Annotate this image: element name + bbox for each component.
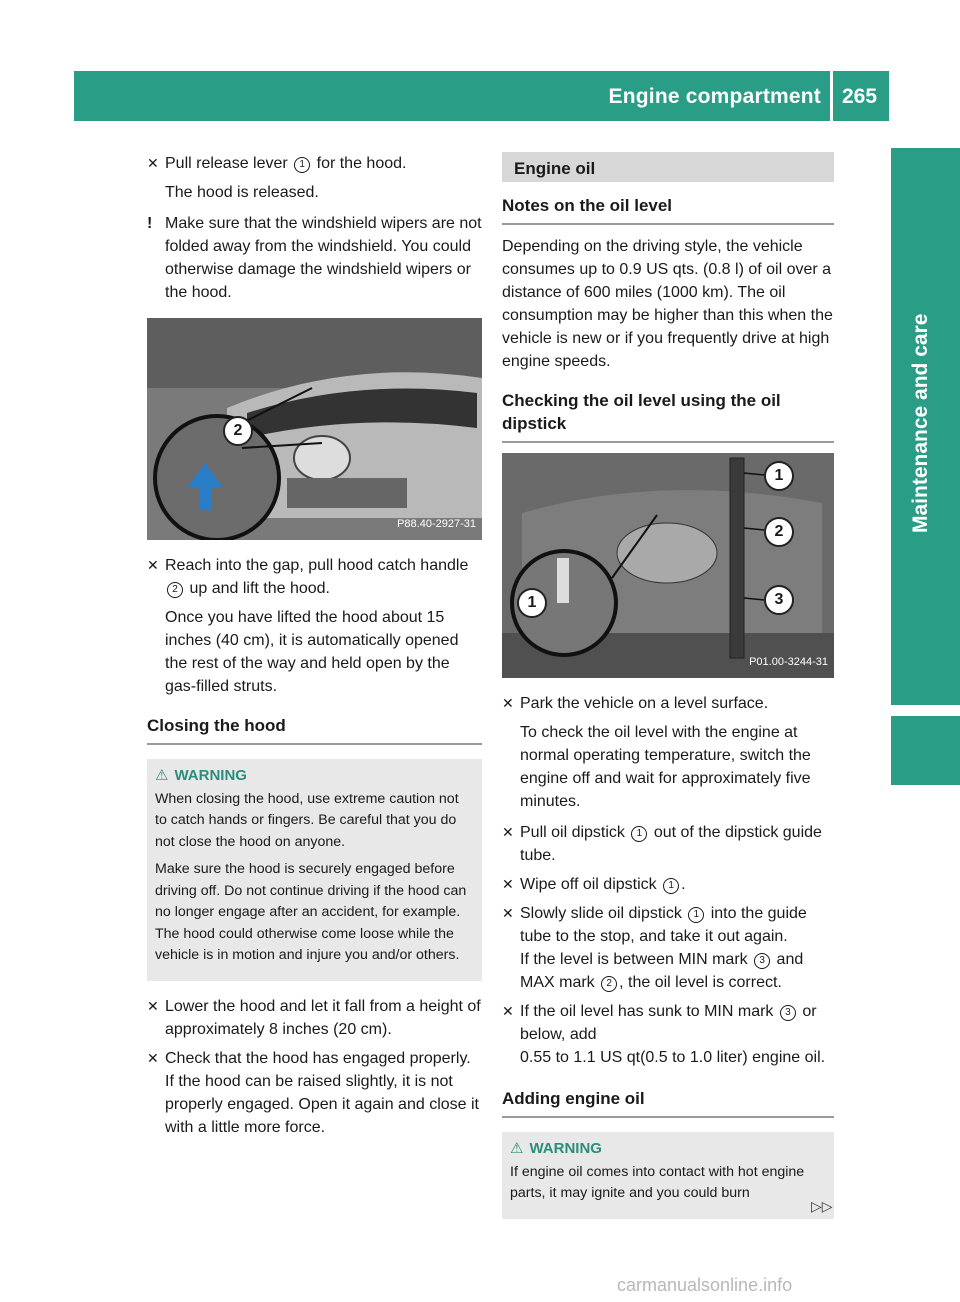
step-check-hood: ✕ Check that the hood has engaged properly. If the hood can be raised slightly, it is not properly engaged. Open it again and close it with a little more force. xyxy=(147,1047,482,1139)
callout-number: 3 xyxy=(780,1005,796,1021)
step-marker-icon: ✕ xyxy=(147,997,159,1014)
header-divider xyxy=(830,71,833,121)
heading-check-oil: Checking the oil level using the oil dipstick xyxy=(502,389,834,443)
step-add-oil: ✕ If the oil level has sunk to MIN mark 3 or below, add 0.55 to 1.1 US qt(0.5 to 1.0 liter) engine oil. xyxy=(502,1000,834,1069)
page-number: 265 xyxy=(842,85,878,108)
step-marker-icon: ✕ xyxy=(502,824,514,840)
figure-code: P88.40-2927-31 xyxy=(397,518,476,530)
warning-text: Make sure the hood is securely engaged before driving off. Do not continue driving if the hood can no longer engage after an accident, for example. The hood could otherwise come loose while the vehicle is in motion and injure you and/or others. xyxy=(155,861,467,963)
notes-paragraph: Depending on the driving style, the vehicle consumes up to 0.9 US qts. (0.8 l) of oil over a distance of 600 miles (1000 km). The oil consumption may be higher than this when the vehicle is new or if you frequently drive at high engine speeds. xyxy=(502,238,833,370)
callout-number: 1 xyxy=(294,157,310,173)
page-title: Engine compartment xyxy=(608,85,821,108)
step-marker-icon: ✕ xyxy=(147,557,159,573)
callout-number: 2 xyxy=(601,976,617,992)
chapter-tab-label: Maintenance and care xyxy=(909,313,932,533)
warning-heading: ⚠ WARNING xyxy=(155,765,472,787)
step-marker-icon: ✕ xyxy=(502,905,514,921)
right-column xyxy=(502,152,834,1219)
step-wipe-dipstick: ✕ Wipe off oil dipstick 1 . xyxy=(502,873,834,896)
step-lower-hood: ✕ Lower the hood and let it fall from a height of approximately 8 inches (20 cm). xyxy=(147,995,482,1041)
warning-box xyxy=(502,1132,834,1219)
step-marker-icon: ✕ xyxy=(147,155,159,171)
callout-1: 1 xyxy=(764,461,794,491)
heading-adding-oil: Adding engine oil xyxy=(502,1087,834,1118)
callout-1-detail: 1 xyxy=(517,588,547,618)
warning-heading: ⚠ WARNING xyxy=(510,1138,824,1160)
warning-triangle-icon: ⚠ xyxy=(510,1140,524,1157)
caution-note: ! Make sure that the windshield wipers are not folded away from the windshield. You could otherwise damage the windshield wipers or the hood. xyxy=(147,212,482,304)
callout-2: 2 xyxy=(223,416,253,446)
warning-box xyxy=(147,759,482,981)
figure-hood-release xyxy=(147,318,482,540)
heading-notes-oil-level: Notes on the oil level xyxy=(502,194,834,225)
callout-number: 1 xyxy=(631,826,647,842)
continued-arrows-icon: ▷▷ xyxy=(811,1198,833,1214)
step-result: Once you have lifted the hood about 15 inches (40 cm), it is automatically opened the rest of the way and held open by the gas-filled struts. xyxy=(165,609,459,695)
chapter-tab xyxy=(891,148,960,705)
callout-number: 2 xyxy=(167,582,183,598)
left-column xyxy=(147,152,482,1145)
callout-number: 1 xyxy=(688,907,704,923)
car-front-illustration xyxy=(147,318,482,540)
step-result: To check the oil level with the engine at normal operating temperature, switch the engine off and wait for approximately five minutes. xyxy=(520,724,811,810)
chapter-tab-marker xyxy=(891,716,960,785)
page-header-bar xyxy=(74,71,889,121)
callout-3: 3 xyxy=(764,585,794,615)
figure-oil-dipstick xyxy=(502,453,834,678)
heading-closing-hood: Closing the hood xyxy=(147,714,482,745)
callout-number: 1 xyxy=(663,878,679,894)
step-marker-icon: ✕ xyxy=(502,1003,514,1019)
watermark: carmanualsonline.info xyxy=(617,1275,793,1295)
warning-text: When closing the hood, use extreme caution not to catch hands or fingers. Be careful that you do not close the hood on anyone. xyxy=(155,790,459,850)
figure-code: P01.00-3244-31 xyxy=(749,656,828,668)
step-marker-icon: ✕ xyxy=(502,695,514,711)
callout-2: 2 xyxy=(764,517,794,547)
step-marker-icon: ✕ xyxy=(502,876,514,892)
step-pull-dipstick: ✕ Pull oil dipstick 1 out of the dipstick guide tube. xyxy=(502,821,834,867)
step-pull-release-lever: ✕ Pull release lever 1 for the hood. xyxy=(147,152,482,175)
step-pull-hood-catch: ✕ Reach into the gap, pull hood catch handle 2 up and lift the hood. xyxy=(147,554,482,600)
step-park-level: ✕ Park the vehicle on a level surface. xyxy=(502,692,834,715)
step-slide-dipstick: ✕ Slowly slide oil dipstick 1 into the guide tube to the stop, and take it out again. If the level is between MIN mark 3 and MAX mark 2 , the oil level is correct. xyxy=(502,902,834,994)
step-marker-icon: ✕ xyxy=(147,1049,159,1066)
callout-number: 3 xyxy=(754,953,770,969)
section-title: Engine oil xyxy=(502,152,834,182)
step-result: The hood is released. xyxy=(165,184,319,201)
caution-mark-icon: ! xyxy=(147,215,153,232)
warning-text: If engine oil comes into contact with hot engine parts, it may ignite and you could burn xyxy=(510,1163,805,1201)
warning-triangle-icon: ⚠ xyxy=(155,767,169,784)
